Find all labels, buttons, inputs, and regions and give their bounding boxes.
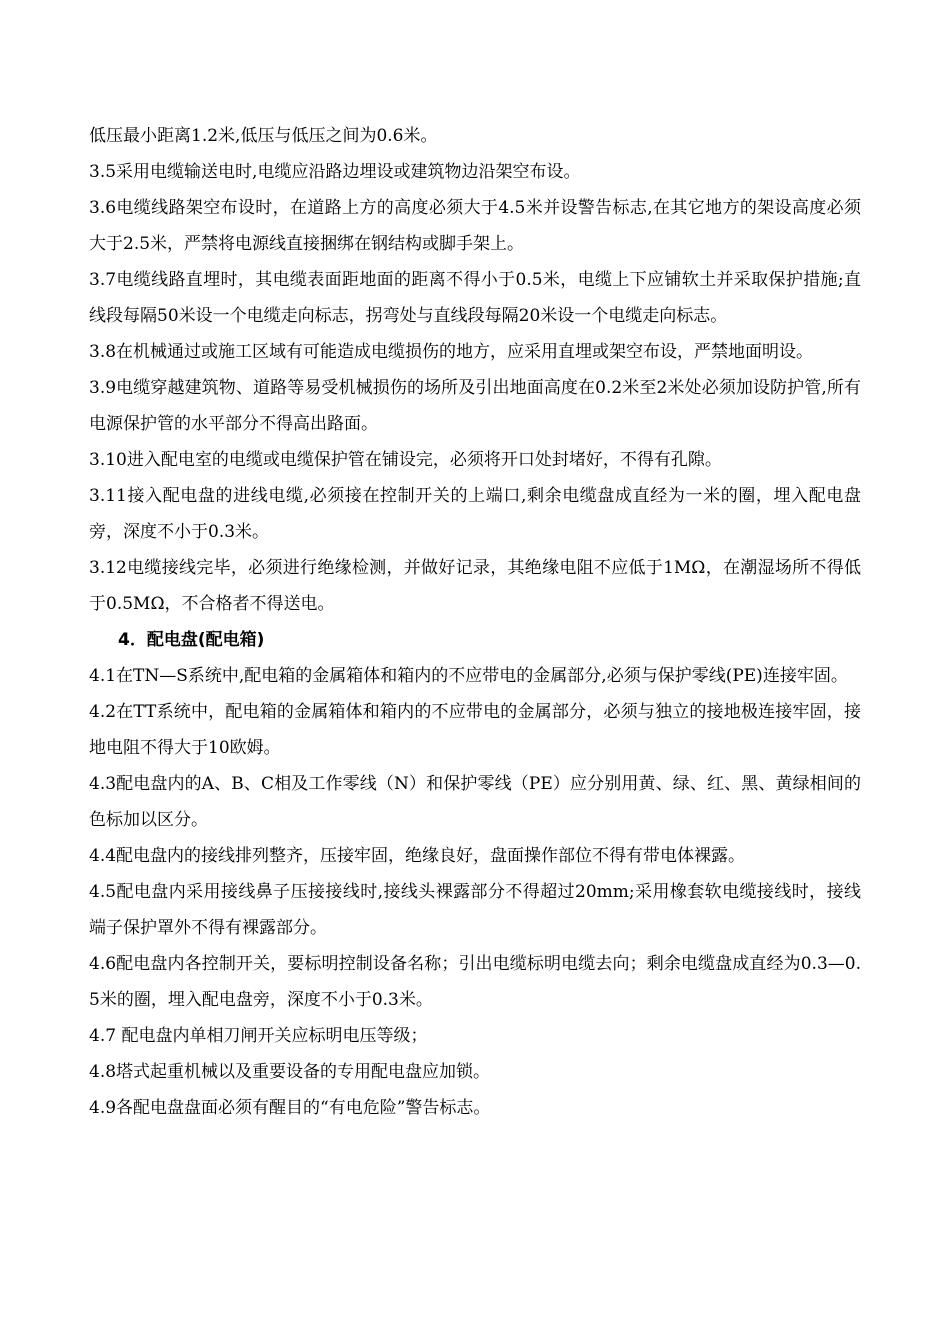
paragraph-4-1: 4.1在TN—S系统中,配电箱的金属箱体和箱内的不应带电的金属部分,必须与保护零线(PE)连接牢固。 bbox=[89, 666, 848, 686]
paragraph-3-12: 3.12电缆接线完毕，必须进行绝缘检测，并做好记录，其绝缘电阻不应低于1MΩ，在潮湿场所不得低于0.5MΩ，不合格者不得送电。 bbox=[89, 558, 861, 614]
section-4-heading: 4．配电盘(配电箱) bbox=[118, 630, 265, 650]
paragraph-3-6: 3.6电缆线路架空布设时，在道路上方的高度必须大于4.5米并设警告标志,在其它地方的架设高度必须大于2.5米，严禁将电源线直接捆绑在钢结构或脚手架上。 bbox=[89, 198, 861, 254]
paragraph-3-10: 3.10进入配电室的电缆或电缆保护管在铺设完，必须将开口处封堵好，不得有孔隙。 bbox=[89, 450, 722, 470]
paragraph-3-5: 3.5采用电缆输送电时,电缆应沿路边埋设或建筑物边沿架空布设。 bbox=[89, 162, 581, 182]
paragraph-4-4: 4.4配电盘内的接线排列整齐，压接牢固，绝缘良好，盘面操作部位不得有带电体裸露。 bbox=[89, 846, 746, 866]
paragraph-4-9: 4.9各配电盘盘面必须有醒目的“有电危险”警告标志。 bbox=[89, 1098, 491, 1118]
paragraph-4-8: 4.8塔式起重机械以及重要设备的专用配电盘应加锁。 bbox=[89, 1062, 491, 1082]
paragraph-3-11: 3.11接入配电盘的进线电缆,必须接在控制开关的上端口,剩余电缆盘成直经为一米的圈，埋入配电盘旁，深度不小于0.3米。 bbox=[89, 486, 861, 542]
paragraph-3-4-continued: 低压最小距离1.2米,低压与低压之间为0.6米。 bbox=[89, 126, 438, 146]
document-page bbox=[89, 118, 861, 1126]
paragraph-4-7: 4.7 配电盘内单相刀闸开关应标明电压等级； bbox=[89, 1026, 428, 1046]
paragraph-4-2: 4.2在TT系统中，配电箱的金属箱体和箱内的不应带电的金属部分，必须与独立的接地极连接牢固，接地电阻不得大于10欧姆。 bbox=[89, 702, 861, 758]
paragraph-4-3: 4.3配电盘内的A、B、C相及工作零线（N）和保护零线（PE）应分别用黄、绿、红、黑、黄绿相间的色标加以区分。 bbox=[89, 774, 861, 830]
paragraph-3-8: 3.8在机械通过或施工区域有可能造成电缆损伤的地方，应采用直埋或架空布设，严禁地面明设。 bbox=[89, 342, 814, 362]
paragraph-4-6: 4.6配电盘内各控制开关，要标明控制设备名称；引出电缆标明电缆去向；剩余电缆盘成直经为0.3—0.5米的圈，埋入配电盘旁，深度不小于0.3米。 bbox=[89, 954, 861, 1010]
paragraph-3-7: 3.7电缆线路直埋时，其电缆表面距地面的距离不得小于0.5米，电缆上下应铺软土并采取保护措施;直线段每隔50米设一个电缆走向标志，拐弯处与直线段每隔20米设一个电缆走向标志。 bbox=[89, 270, 861, 326]
paragraph-3-9: 3.9电缆穿越建筑物、道路等易受机械损伤的场所及引出地面高度在0.2米至2米处必须加设防护管,所有电源保护管的水平部分不得高出路面。 bbox=[89, 378, 861, 434]
paragraph-4-5: 4.5配电盘内采用接线鼻子压接接线时,接线头裸露部分不得超过20mm;采用橡套软电缆接线时，接线端子保护罩外不得有裸露部分。 bbox=[89, 882, 861, 938]
